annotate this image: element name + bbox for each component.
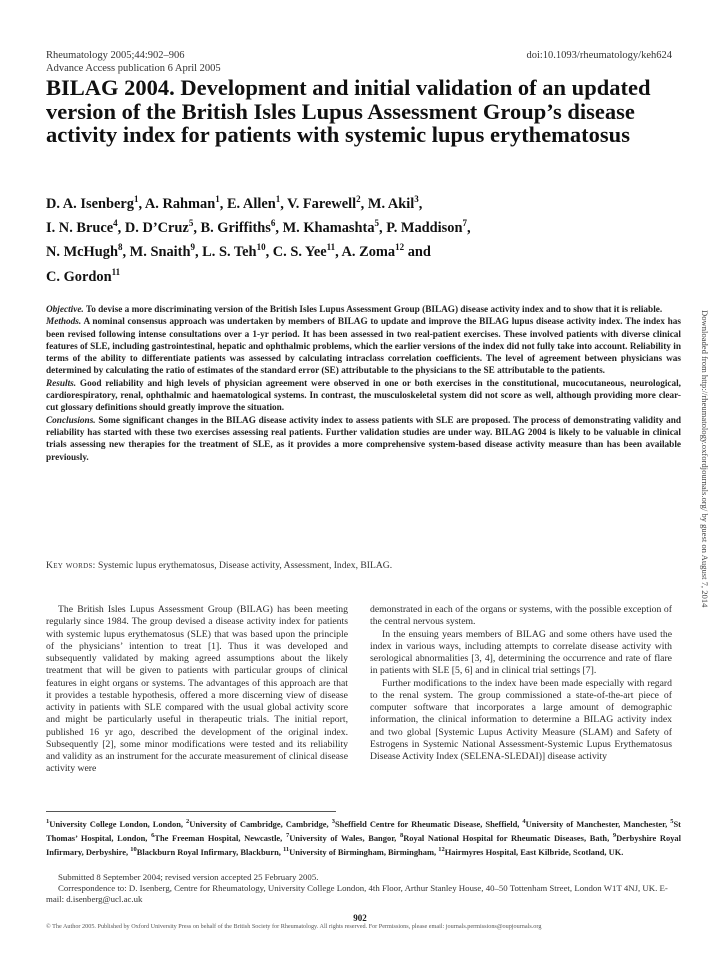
author-affiliation-mark: 7 [462, 218, 467, 229]
author-affiliation-mark: 9 [190, 242, 195, 253]
author [125, 220, 201, 236]
affiliations [46, 816, 681, 859]
affiliation-text: The Freeman Hospital, Newcastle, [154, 833, 286, 844]
abstract-conclusions [46, 415, 681, 464]
correspondence-block [46, 872, 681, 906]
author-separator: , [379, 220, 387, 237]
author-affiliation-mark: 1 [275, 194, 281, 204]
affiliation-text: University of Cambridge, Cambridge, [189, 818, 332, 829]
affiliation [151, 833, 286, 843]
author-affiliation-mark: 6 [270, 218, 276, 229]
affiliation-number: 10 [130, 846, 137, 854]
abstract [46, 304, 681, 464]
affiliation [286, 833, 400, 843]
affiliation-number: 7 [285, 832, 290, 840]
body-paragraph: The British Isles Lupus Assessment Group (BILAG) has been meeting regularly since 1984. The group devised a disease activity index for patients with systemic lupus erythematosus (SLE) that was based upon the principle of the physicians’ intention to treat [1]. Thus it was developed and subsequently validated by making agreed assumptions about the likely treatment that will be given to patients with particular groups of clinical features in eight organs or systems. The advantages of this approach are that it provides a testable hypothesis, offered a more discerning view of disease activity in patients with SLE compared with the usual global activity score and might be particularly useful in therapeutic trials. The initial report, published 16 yr ago, described the development of the original index. Subsequently [2], some minor modifications were tested and its reliability and validity as an instrument for the accurate measurement of clinical disease activity were [46, 604, 348, 775]
author [227, 196, 287, 212]
author-name: M. Khamashta [282, 220, 375, 237]
author [202, 244, 273, 260]
author-name: P. Maddison [386, 220, 463, 237]
advance-access-note: Advance Access publication 6 April 2005 [46, 63, 221, 74]
affiliation [438, 847, 623, 857]
footnote-divider [46, 811, 336, 812]
journal-citation: Rheumatology 2005;44:902–906 [46, 50, 185, 61]
paper-title: BILAG 2004. Development and initial validation of an updated version of the British Isles Lupus Assessment Group’s disease activity index for patients with systemic lupus erythematosus [46, 75, 651, 148]
body-column-right [370, 604, 672, 763]
author-separator: , [360, 195, 368, 212]
author [368, 196, 423, 212]
author-name: D. A. Isenberg [46, 195, 134, 212]
author [46, 220, 125, 236]
author-separator: , [335, 244, 342, 261]
author-affiliation-mark: 11 [111, 266, 121, 277]
page-number: 902 [353, 913, 367, 923]
affiliation-number: 1 [46, 818, 50, 825]
author-separator: , [194, 244, 203, 261]
author [273, 244, 342, 260]
author-separator: , [275, 220, 283, 237]
author [46, 266, 121, 285]
affiliation [186, 819, 332, 829]
submission-dates: Submitted 8 September 2004; revised version accepted 25 February 2005. [58, 872, 319, 882]
affiliation-number: 5 [670, 818, 674, 825]
author-name: I. N. Bruce [46, 220, 114, 237]
author-name: N. McHugh [46, 244, 118, 261]
author-name: D. D’Cruz [124, 220, 189, 237]
results-label: Results. [46, 378, 77, 389]
author-name: M. Snaith [129, 244, 191, 261]
author [130, 244, 202, 260]
author-separator: , [280, 195, 288, 212]
author-separator: and [404, 244, 431, 261]
author-name: C. Gordon [46, 268, 112, 285]
affiliation-text: Derbyshire Royal Infirmary, Derbyshire, [46, 833, 681, 858]
body-paragraph: demonstrated in each of the organs or systems, with the possible exception of the central nervous system. [370, 604, 672, 628]
author [46, 196, 145, 212]
author-affiliation-mark: 12 [395, 242, 405, 253]
abstract-objective [46, 304, 681, 316]
doi-label[interactable]: doi:10.1093/rheumatology/keh624 [526, 50, 672, 61]
author [386, 220, 470, 236]
author [342, 244, 431, 260]
body-paragraph: In the ensuing years members of BILAG and some others have used the index in various ways, including attempts to correlate disease activity with serological abnormalities [3, 4], determining the occurrence and rate of flare in patients with SLE [5, 6] and in clinical trial settings [7]. [370, 628, 672, 677]
author-affiliation-mark: 8 [117, 242, 123, 253]
author-separator: , [193, 220, 201, 237]
conclusions-text: Some significant changes in the BILAG disease activity index to assess patients with SLE are proposed. The process of demonstrating validity and reliability has started with these two exercises assessing real patients. Further validation studies are under way. BILAG 2004 is likely to be valuable in clinical trials assessing new therapies for the treatment of SLE, as it provides a more comprehensive system-based disease activity measure than has been available previously. [46, 415, 681, 463]
affiliation-number: 3 [331, 818, 335, 825]
author-name: L. S. Teh [202, 244, 257, 261]
keywords-label: Key words: [46, 560, 96, 571]
affiliation-text: St Thomas’ Hospital, London, [46, 818, 681, 844]
author-affiliation-mark: 2 [356, 194, 361, 204]
affiliation-text: Sheffield Centre for Rheumatic Disease, Sheffield, [334, 818, 523, 829]
affiliation-number: 2 [186, 818, 190, 825]
affiliation-text: University of Wales, Bangor, [289, 833, 400, 844]
author-affiliation-mark: 4 [113, 218, 118, 229]
methods-text: A nominal consensus approach was undertaken by members of BILAG to update and improve the BILAG lupus disease activity index. The index has been revised following intense consultations over a 1-yr period. It has been assessed in two real-patient exercises. These involved patients with diverse clinical features of SLE, including gastrointestinal, hepatic and ophthalmic problems, which the earlier versions of the index did not fully take into account. Reliability in terms of the ability to differentiate patients was assessed by calculating intraclass correlation coefficients. The level of agreement between physicians was determined by calculating the ratio of estimates of the standard error (SE) attributable to the physicians to the SE attributable to the patients. [46, 317, 681, 377]
affiliation-text: University of Birmingham, Birmingham, [289, 847, 439, 858]
affiliation [522, 819, 670, 829]
affiliation-text: Hairmyres Hospital, East Kilbride, Scotland, UK. [444, 847, 624, 858]
download-watermark-text: Downloaded from http://rheumatology.oxfordjournals.org/ by guest on August 7, 2014 [700, 310, 710, 608]
affiliation [46, 819, 186, 829]
author [145, 196, 227, 212]
author-affiliation-mark: 5 [374, 218, 380, 229]
affiliation-number: 6 [151, 832, 155, 840]
correspondence-address: Correspondence to: D. Isenberg, Centre for Rheumatology, University College London, 4th Floor, Arthur Stanley House, 40–50 Tottenham Street, London W1T 4NJ, UK. E-mail: d.isenberg@ucl.ac.uk [46, 883, 668, 905]
author-name: M. Akil [367, 195, 415, 212]
affiliation-text: Blackburn Royal Infirmary, Blackburn, [136, 847, 283, 858]
affiliation [331, 818, 526, 829]
results-text: Good reliability and high levels of physician agreement were observed in one or both exercises in the constitutional, mucocutaneous, neurological, cardiorespiratory, renal, ophthalmic and haematological systems. In contrast, the musculoskeletal system did not score as well, although providing more clear-cut glossary definitions should greatly improve the situation. [46, 378, 681, 414]
author-list [46, 190, 686, 287]
author-affiliation-mark: 3 [414, 194, 419, 204]
author-separator: , [466, 220, 471, 237]
affiliation-number: 4 [522, 818, 526, 825]
author [201, 220, 283, 236]
affiliation-text: University of Manchester, Manchester, [525, 818, 671, 829]
author-name: C. S. Yee [272, 244, 327, 261]
author-affiliation-mark: 10 [256, 242, 266, 253]
author [287, 196, 368, 212]
author-name: V. Farewell [287, 195, 357, 212]
body-paragraph: Further modifications to the index have been made especially with regard to the renal system. The group commissioned a state-of-the-art piece of computer software that incorporates a large amount of demographic information, the clinical information to determine a BILAG activity index and two global [Systemic Lupus Activity Measure (SLAM) and Safety of Estrogens in Systemic National Assessment-Systemic Lupus Erythematosus Disease Activity Index (SELENA-SLEDAI)] disease activity [370, 677, 672, 762]
body-column-left [46, 604, 348, 776]
author-affiliation-mark: 1 [215, 194, 220, 204]
affiliation-number: 9 [612, 832, 617, 840]
author [46, 244, 130, 260]
affiliation-text: University College London, London, [49, 818, 187, 829]
author [283, 220, 387, 236]
author-separator: , [117, 220, 125, 237]
author-separator: , [219, 195, 227, 212]
affiliation-number: 12 [438, 846, 445, 854]
abstract-methods [46, 316, 681, 377]
affiliation-number: 8 [399, 832, 404, 840]
download-watermark [700, 310, 714, 710]
author-separator: , [418, 195, 423, 212]
author-affiliation-mark: 5 [188, 218, 194, 229]
author-separator: , [265, 244, 273, 261]
conclusions-label: Conclusions. [46, 415, 96, 426]
affiliation [130, 847, 283, 857]
methods-label: Methods. [46, 317, 82, 328]
author-affiliation-mark: 1 [133, 194, 139, 204]
author-name: A. Zoma [341, 244, 396, 261]
author-name: B. Griffiths [200, 220, 271, 237]
author-affiliation-mark: 11 [326, 242, 336, 253]
objective-text: To devise a more discriminating version of the British Isles Lupus Assessment Group (BILAG) disease activity index and to show that it is reliable. [85, 305, 663, 315]
copyright-line: © The Author 2005. Published by Oxford University Press on behalf of the British Society for Rheumatology. All rights reserved. For Permissions, please email: journals.permissions@oupjournals.org [46, 923, 542, 930]
author-separator: , [122, 244, 130, 261]
keywords-text: Systemic lupus erythematosus, Disease activity, Assessment, Index, BILAG. [98, 560, 393, 571]
author-separator: , [138, 195, 145, 212]
objective-label: Objective. [46, 305, 84, 315]
keywords [46, 560, 681, 571]
author-name: A. Rahman [144, 195, 216, 212]
affiliation-number: 11 [283, 846, 290, 854]
author-name: E. Allen [226, 195, 276, 212]
affiliation-text: Royal National Hospital for Rheumatic Diseases, Bath, [403, 833, 613, 844]
affiliation [400, 833, 613, 843]
affiliation [283, 847, 438, 857]
abstract-results [46, 378, 681, 415]
